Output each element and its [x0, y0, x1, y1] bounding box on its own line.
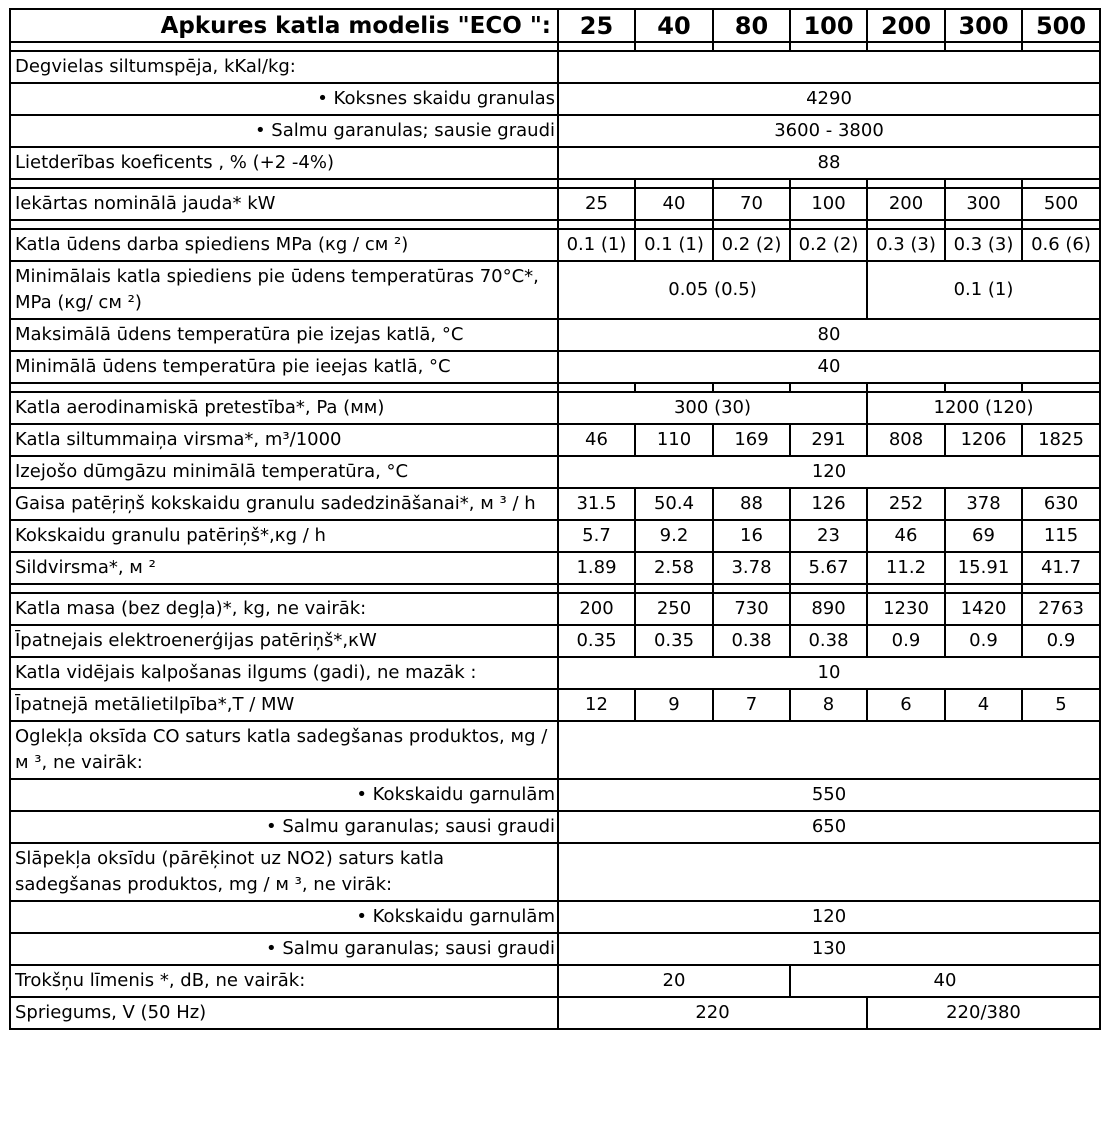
spacer-row [10, 584, 1100, 593]
row-label: Katla ūdens darba spiediens MPa (кg / см ²) [10, 229, 558, 261]
cell-value: 5 [1022, 689, 1100, 721]
table-row [10, 811, 1100, 843]
model-40: 40 [635, 9, 713, 42]
cell-value: 0.35 [635, 625, 713, 657]
cell-value: 115 [1022, 520, 1100, 552]
row-label: Gaisa patēŗiņš kokskaidu granulu sadedzināšanai*, м ³ / h [10, 488, 558, 520]
table-row [10, 625, 1100, 657]
row-value: 40 [790, 965, 1100, 997]
cell-value: 0.9 [1022, 625, 1100, 657]
cell-value: 378 [945, 488, 1022, 520]
row-value: 88 [558, 147, 1100, 179]
cell-value: 1206 [945, 424, 1022, 456]
cell-value: 2763 [1022, 593, 1100, 625]
row-value: 3600 - 3800 [558, 115, 1100, 147]
row-label: Katla aerodinamiskā pretestība*, Pa (мм) [10, 392, 558, 424]
table-row [10, 456, 1100, 488]
table-row [10, 229, 1100, 261]
spacer-row [10, 383, 1100, 392]
cell-value: 31.5 [558, 488, 635, 520]
cell-value: 0.3 (3) [867, 229, 945, 261]
row-value: 0.05 (0.5) [558, 261, 867, 319]
table-row [10, 261, 1100, 319]
cell-value: 25 [558, 188, 635, 220]
table-row [10, 933, 1100, 965]
row-label: Spriegums, V (50 Hz) [10, 997, 558, 1029]
spacer-row [10, 220, 1100, 229]
row-value: 40 [558, 351, 1100, 383]
row-value: 130 [558, 933, 1100, 965]
cell-value: 169 [713, 424, 790, 456]
cell-value: 1825 [1022, 424, 1100, 456]
cell-value: 16 [713, 520, 790, 552]
row-label: Lietderības koeficents , % (+2 -4%) [10, 147, 558, 179]
table-row [10, 351, 1100, 383]
cell-value: 252 [867, 488, 945, 520]
row-label: Iekārtas nominālā jauda* kW [10, 188, 558, 220]
row-value: 0.1 (1) [867, 261, 1100, 319]
row-label: Degvielas siltumspēja, kKal/kg: [10, 51, 558, 83]
cell-value: 0.38 [713, 625, 790, 657]
table-row [10, 147, 1100, 179]
empty-cell [558, 843, 1100, 901]
model-100: 100 [790, 9, 867, 42]
row-value: 1200 (120) [867, 392, 1100, 424]
table-row [10, 392, 1100, 424]
cell-value: 200 [867, 188, 945, 220]
row-label: Katla vidējais kalpošanas ilgums (gadi), ne mazāk : [10, 657, 558, 689]
boiler-spec-table [9, 8, 1101, 1030]
cell-value: 40 [635, 188, 713, 220]
row-value: 300 (30) [558, 392, 867, 424]
row-value: 80 [558, 319, 1100, 351]
cell-value: 0.3 (3) [945, 229, 1022, 261]
cell-value: 730 [713, 593, 790, 625]
cell-value: 3.78 [713, 552, 790, 584]
cell-value: 11.2 [867, 552, 945, 584]
table-row [10, 424, 1100, 456]
cell-value: 0.38 [790, 625, 867, 657]
row-label: Īpatnejais elektroenerģijas patēriņš*,кW [10, 625, 558, 657]
cell-value: 2.58 [635, 552, 713, 584]
row-value: 20 [558, 965, 790, 997]
row-value: 550 [558, 779, 1100, 811]
row-label: Trokšņu līmenis *, dB, ne vairāk: [10, 965, 558, 997]
cell-value: 100 [790, 188, 867, 220]
table-row [10, 488, 1100, 520]
table-row [10, 843, 1100, 901]
cell-value: 250 [635, 593, 713, 625]
cell-value: 1420 [945, 593, 1022, 625]
cell-value: 41.7 [1022, 552, 1100, 584]
spacer-row [10, 179, 1100, 188]
row-label: Slāpekļa oksīdu (pārēķinot uz NO2) saturs katla sadegšanas produktos, mg / м ³, ne virāk: [10, 843, 558, 901]
cell-value: 1230 [867, 593, 945, 625]
table-row [10, 188, 1100, 220]
row-label: • Koksnes skaidu granulas [10, 83, 558, 115]
row-value: 120 [558, 901, 1100, 933]
row-value: 220 [558, 997, 867, 1029]
row-value: 220/380 [867, 997, 1100, 1029]
row-label: Īpatnejā metālietilpība*,T / MW [10, 689, 558, 721]
cell-value: 5.7 [558, 520, 635, 552]
cell-value: 6 [867, 689, 945, 721]
cell-value: 8 [790, 689, 867, 721]
table-title: Apkures katla modelis "ECO ": [10, 9, 558, 42]
row-label: Izejošo dūmgāzu minimālā temperatūra, °C [10, 456, 558, 488]
row-label: • Salmu garanulas; sausie graudi [10, 115, 558, 147]
model-200: 200 [867, 9, 945, 42]
row-value: 10 [558, 657, 1100, 689]
cell-value: 46 [558, 424, 635, 456]
cell-value: 0.35 [558, 625, 635, 657]
table-row [10, 779, 1100, 811]
row-label: Katla siltummaiņa virsma*, m³/1000 [10, 424, 558, 456]
table-row [10, 965, 1100, 997]
cell-value: 200 [558, 593, 635, 625]
cell-value: 70 [713, 188, 790, 220]
cell-value: 0.6 (6) [1022, 229, 1100, 261]
row-value: 650 [558, 811, 1100, 843]
table-row [10, 520, 1100, 552]
cell-value: 0.1 (1) [635, 229, 713, 261]
row-label: Oglekļa oksīda CO saturs katla sadegšanas produktos, мg / м ³, ne vairāk: [10, 721, 558, 779]
cell-value: 126 [790, 488, 867, 520]
row-label: Minimālais katla spiediens pie ūdens temperatūras 70°C*, MPa (кg/ см ²) [10, 261, 558, 319]
empty-cell [558, 721, 1100, 779]
cell-value: 15.91 [945, 552, 1022, 584]
cell-value: 50.4 [635, 488, 713, 520]
table-row [10, 593, 1100, 625]
table-row [10, 115, 1100, 147]
cell-value: 69 [945, 520, 1022, 552]
model-80: 80 [713, 9, 790, 42]
table-row [10, 83, 1100, 115]
table-row [10, 721, 1100, 779]
cell-value: 0.9 [867, 625, 945, 657]
cell-value: 0.1 (1) [558, 229, 635, 261]
cell-value: 808 [867, 424, 945, 456]
table-row [10, 657, 1100, 689]
row-label: • Salmu garanulas; sausi graudi [10, 811, 558, 843]
cell-value: 0.2 (2) [790, 229, 867, 261]
row-label: Sildvirsma*, м ² [10, 552, 558, 584]
cell-value: 46 [867, 520, 945, 552]
row-label: • Salmu garanulas; sausi graudi [10, 933, 558, 965]
empty-cell [558, 51, 1100, 83]
table-row [10, 319, 1100, 351]
row-value: 120 [558, 456, 1100, 488]
row-label: Katla masa (bez degļa)*, kg, ne vairāk: [10, 593, 558, 625]
model-25: 25 [558, 9, 635, 42]
cell-value: 110 [635, 424, 713, 456]
table-row [10, 552, 1100, 584]
cell-value: 4 [945, 689, 1022, 721]
cell-value: 1.89 [558, 552, 635, 584]
table-row [10, 997, 1100, 1029]
table-row [10, 901, 1100, 933]
model-300: 300 [945, 9, 1022, 42]
spacer-row [10, 42, 1100, 51]
cell-value: 88 [713, 488, 790, 520]
row-label: Minimālā ūdens temperatūra pie ieejas katlā, °C [10, 351, 558, 383]
cell-value: 7 [713, 689, 790, 721]
row-label: Maksimālā ūdens temperatūra pie izejas katlā, °C [10, 319, 558, 351]
cell-value: 291 [790, 424, 867, 456]
cell-value: 9.2 [635, 520, 713, 552]
cell-value: 0.9 [945, 625, 1022, 657]
cell-value: 500 [1022, 188, 1100, 220]
cell-value: 630 [1022, 488, 1100, 520]
row-value: 4290 [558, 83, 1100, 115]
cell-value: 23 [790, 520, 867, 552]
table-row [10, 51, 1100, 83]
model-500: 500 [1022, 9, 1100, 42]
cell-value: 300 [945, 188, 1022, 220]
row-label: • Kokskaidu garnulām [10, 901, 558, 933]
cell-value: 5.67 [790, 552, 867, 584]
cell-value: 9 [635, 689, 713, 721]
row-label: • Kokskaidu garnulām [10, 779, 558, 811]
header-row [10, 9, 1100, 42]
table-row [10, 689, 1100, 721]
cell-value: 0.2 (2) [713, 229, 790, 261]
cell-value: 890 [790, 593, 867, 625]
cell-value: 12 [558, 689, 635, 721]
row-label: Kokskaidu granulu patēriņš*,кg / h [10, 520, 558, 552]
